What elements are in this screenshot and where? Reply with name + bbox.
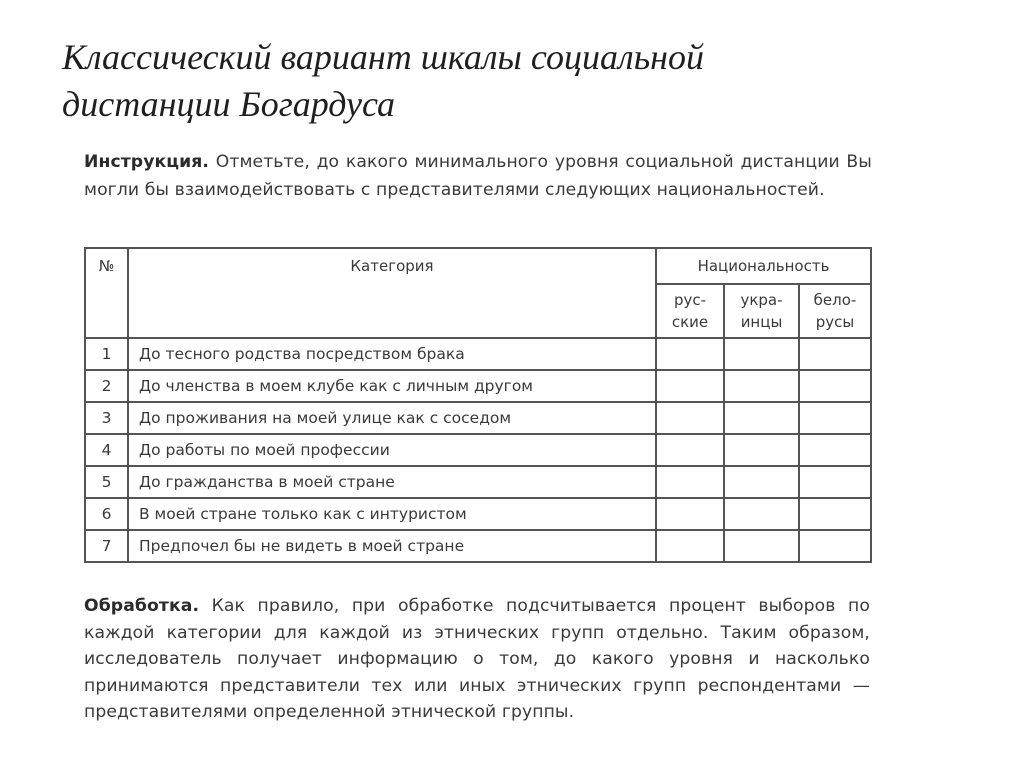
row-number: 3 <box>85 402 128 434</box>
page-title-line-2: дистанции Богардуса <box>62 84 396 124</box>
answer-cell-russians[interactable] <box>656 466 724 498</box>
answer-cell-ukrainians[interactable] <box>724 370 799 402</box>
processing-label: Обработка. <box>84 596 200 616</box>
nationality-line: русы <box>815 313 855 331</box>
answer-cell-russians[interactable] <box>656 498 724 530</box>
row-number: 4 <box>85 434 128 466</box>
row-category: В моей стране только как с интуристом <box>128 498 656 530</box>
row-category: До тесного родства посредством брака <box>128 338 656 370</box>
answer-cell-russians[interactable] <box>656 338 724 370</box>
processing-text: Как правило, при обработке подсчитывается процент выборов по каждой категории для каждой из этнических групп отдельно. Таким образом, исследователь получает информацию о том, до какого уровня и насколько принимаются представители тех или иных этнических групп респондентами — представителями определенной этнической группы. <box>84 596 870 722</box>
table-row <box>85 434 871 466</box>
table-row <box>85 498 871 530</box>
instruction-paragraph <box>84 148 872 204</box>
table-row <box>85 530 871 562</box>
row-category: До членства в моем клубе как с личным другом <box>128 370 656 402</box>
answer-cell-belarusians[interactable] <box>799 338 871 370</box>
table-row <box>85 466 871 498</box>
answer-cell-ukrainians[interactable] <box>724 402 799 434</box>
row-category: Предпочел бы не видеть в моей стране <box>128 530 656 562</box>
row-number: 1 <box>85 338 128 370</box>
answer-cell-belarusians[interactable] <box>799 498 871 530</box>
nationality-line: ские <box>671 313 709 331</box>
answer-cell-belarusians[interactable] <box>799 402 871 434</box>
header-category: Категория <box>128 248 656 338</box>
table-row <box>85 370 871 402</box>
nationality-line: рус- <box>673 291 707 309</box>
row-category: До проживания на моей улице как с соседом <box>128 402 656 434</box>
header-number: № <box>85 248 128 338</box>
answer-cell-ukrainians[interactable] <box>724 338 799 370</box>
nationality-line: бело- <box>813 291 857 309</box>
nationality-line: укра- <box>740 291 783 309</box>
header-nationality-ukrainians <box>724 284 799 338</box>
answer-cell-belarusians[interactable] <box>799 466 871 498</box>
row-category: До гражданства в моей стране <box>128 466 656 498</box>
answer-cell-ukrainians[interactable] <box>724 434 799 466</box>
row-number: 5 <box>85 466 128 498</box>
answer-cell-russians[interactable] <box>656 370 724 402</box>
table-row <box>85 338 871 370</box>
instruction-label: Инструкция. <box>84 152 210 172</box>
answer-cell-belarusians[interactable] <box>799 434 871 466</box>
instruction-text: Отметьте, до какого минимального уровня социальной дистанции Вы могли бы взаимодействовать с представителями следующих национальностей. <box>84 152 872 200</box>
answer-cell-russians[interactable] <box>656 402 724 434</box>
processing-paragraph <box>84 593 870 726</box>
row-number: 7 <box>85 530 128 562</box>
answer-cell-ukrainians[interactable] <box>724 466 799 498</box>
answer-cell-ukrainians[interactable] <box>724 498 799 530</box>
header-nationality: Национальность <box>656 248 871 284</box>
nationality-line: инцы <box>740 313 783 331</box>
row-number: 2 <box>85 370 128 402</box>
answer-cell-russians[interactable] <box>656 434 724 466</box>
answer-cell-belarusians[interactable] <box>799 530 871 562</box>
header-nationality-belarusians <box>799 284 871 338</box>
table-row <box>85 402 871 434</box>
answer-cell-belarusians[interactable] <box>799 370 871 402</box>
answer-cell-ukrainians[interactable] <box>724 530 799 562</box>
page-title-line-1: Классический вариант шкалы социальной <box>62 37 704 77</box>
answer-cell-russians[interactable] <box>656 530 724 562</box>
row-number: 6 <box>85 498 128 530</box>
page-title <box>62 34 962 128</box>
bogardus-scale-table <box>84 247 872 563</box>
row-category: До работы по моей профессии <box>128 434 656 466</box>
header-nationality-russians <box>656 284 724 338</box>
